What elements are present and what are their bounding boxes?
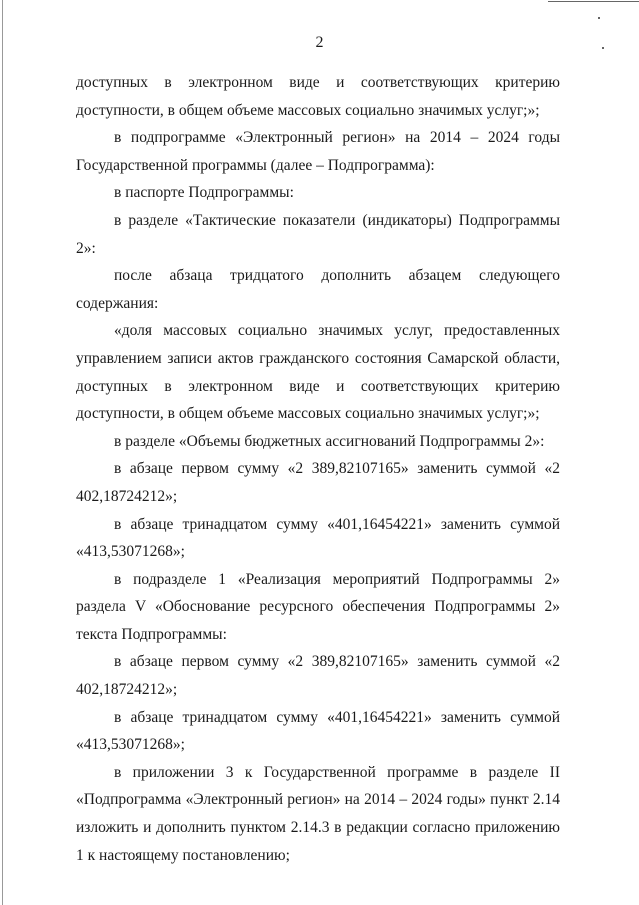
scan-top-line — [548, 1, 639, 2]
paragraph: в разделе «Тактические показатели (индикаторы) Подпрограммы 2»: — [76, 211, 560, 257]
paragraph: «доля массовых социально значимых услуг, предоставленных управлением записи актов гражданского состояния Самарской области, доступных в электронном виде и соответствующих критерию доступности, в общем объеме массовых социально значимых услуг;»; — [76, 322, 560, 423]
paragraph: в паспорте Подпрограммы: — [114, 184, 294, 202]
paragraph: в абзаце первом сумму «2 389,82107165» заменить суммой «2 402,18724212»; — [76, 460, 560, 505]
scan-speck — [598, 17, 600, 19]
scan-border-line — [2, 0, 3, 905]
paragraph: в подпрограмме «Электронный регион» на 2014 – 2024 годы Государственной программы (далее – Подпрограмма): — [76, 129, 560, 174]
paragraph: в подразделе 1 «Реализация мероприятий Подпрограммы 2» раздела V «Обоснование ресурсного обеспечения Подпрограммы 2» текста Подпрограммы: — [76, 570, 560, 643]
page-number: 2 — [315, 34, 324, 51]
paragraph: в приложении 3 к Государственной программе в разделе II «Подпрограмма «Электронный регион» на 2014 – 2024 годы» пункт 2.14 изложить и дополнить пунктом 2.14.3 в редакции согласно приложению 1 к настоящему постановлению; — [76, 763, 560, 864]
paragraph: в разделе «Объемы бюджетных ассигнований Подпрограммы 2»: — [114, 432, 545, 450]
document-body — [76, 69, 560, 869]
paragraph: после абзаца тридцатого дополнить абзацем следующего содержания: — [76, 267, 560, 312]
paragraph: в абзаце тринадцатом сумму «401,16454221» заменить суммой «413,53071268»; — [76, 708, 560, 754]
paragraph: доступных в электронном виде и соответствующих критерию доступности, в общем объеме массовых социально значимых услуг;»; — [76, 74, 560, 119]
paragraph: в абзаце первом сумму «2 389,82107165» заменить суммой «2 402,18724212»; — [76, 653, 560, 699]
paragraph: в абзаце тринадцатом сумму «401,16454221» заменить суммой «413,53071268»; — [76, 515, 560, 561]
